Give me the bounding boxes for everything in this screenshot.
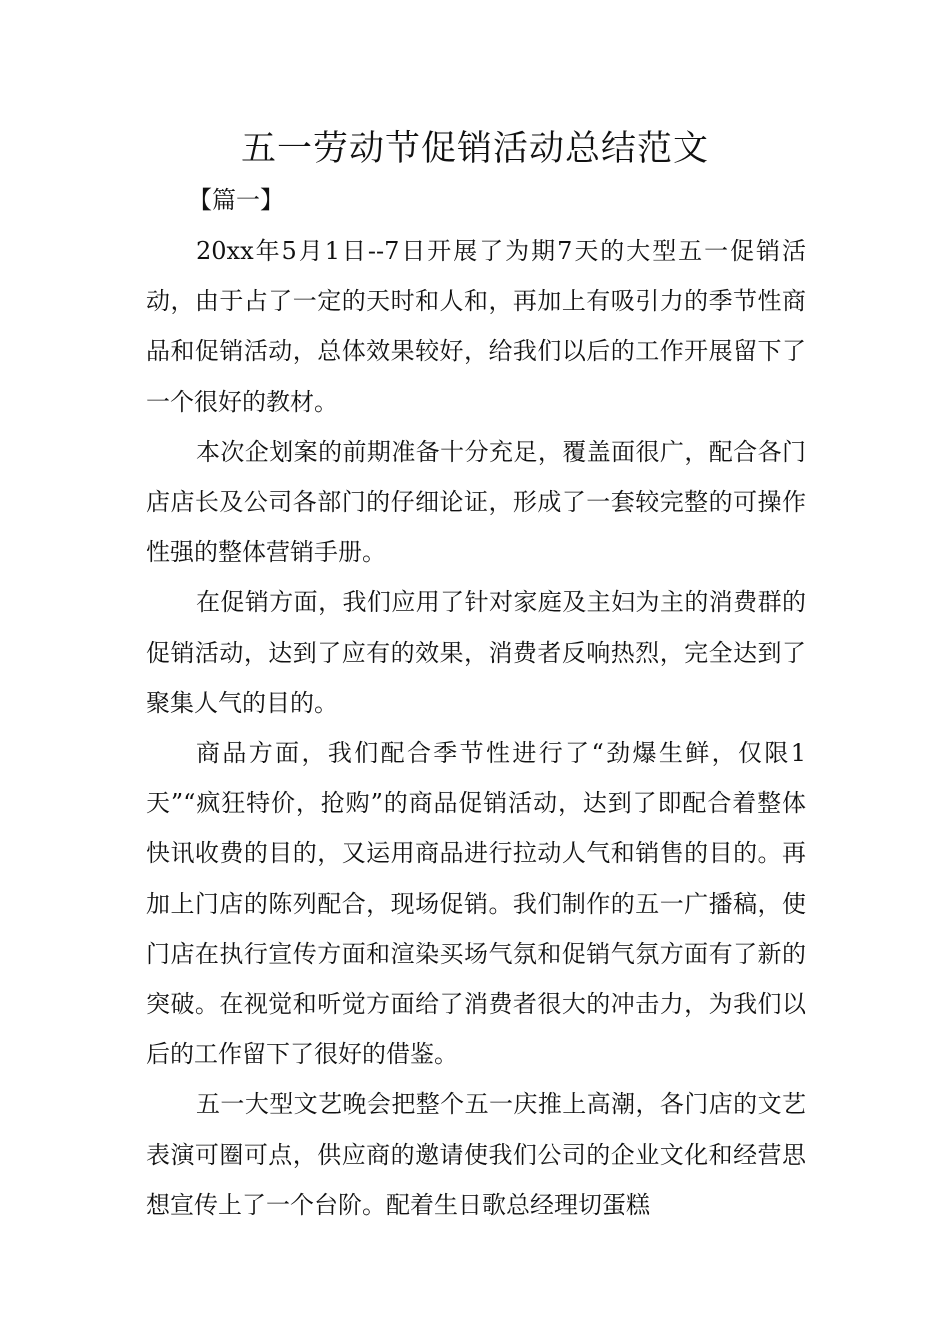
document-body [146, 226, 806, 1230]
paragraph-4: 商品方面，我们配合季节性进行了“劲爆生鲜，仅限1天”“疯狂特价，抢购”的商品促销活动，达到了即配合着整体快讯收费的目的，又运用商品进行拉动人气和销售的目的。再加上门店的陈列配合，现场促销。我们制作的五一广播稿，使门店在执行宣传方面和渲染买场气氛和促销气氛方面有了新的突破。在视觉和听觉方面给了消费者很大的冲击力，为我们以后的工作留下了很好的借鉴。 [146, 739, 806, 1069]
page-title: 五一劳动节促销活动总结范文 [240, 129, 709, 169]
paragraph-2: 本次企划案的前期准备十分充足，覆盖面很广，配合各门店店长及公司各部门的仔细论证，形成了一套较完整的可操作性强的整体营销手册。 [146, 437, 806, 567]
paragraph-1: 20xx年5月1日--7日开展了为期7天的大型五一促销活动，由于占了一定的天时和人和，再加上有吸引力的季节性商品和促销活动，总体效果较好，给我们以后的工作开展留下了一个很好的教材。 [146, 237, 806, 416]
paragraph-5: 五一大型文艺晚会把整个五一庆推上高潮，各门店的文艺表演可圈可点，供应商的邀请使我们公司的企业文化和经营思想宣传上了一个台阶。配着生日歌总经理切蛋糕 [146, 1090, 806, 1219]
section-label: 【篇一】 [188, 186, 284, 214]
paragraph-3: 在促销方面，我们应用了针对家庭及主妇为主的消费群的促销活动，达到了应有的效果，消费者反响热烈，完全达到了聚集人气的目的。 [146, 588, 806, 717]
